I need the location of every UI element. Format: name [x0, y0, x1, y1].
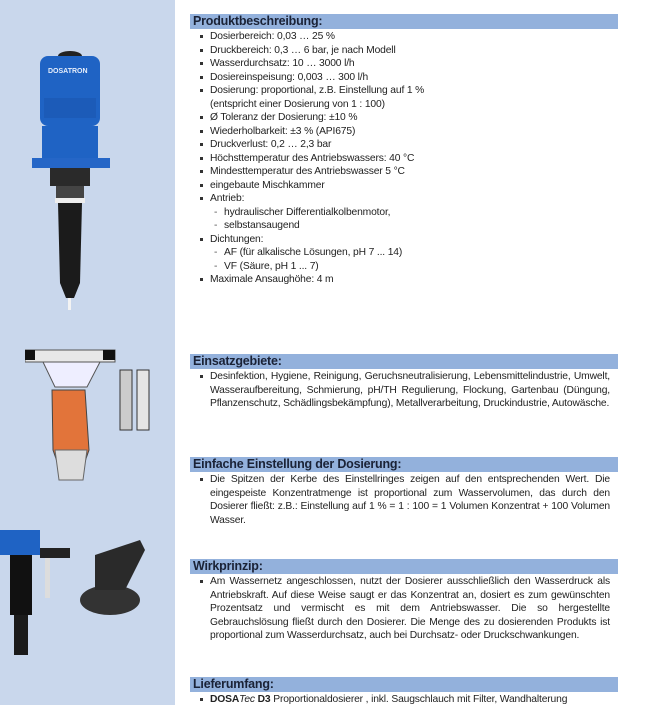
section-einstellung [190, 457, 618, 527]
item-text: Antrieb: [210, 193, 245, 204]
list-item [200, 233, 618, 274]
sub-list [210, 206, 618, 233]
item-text: Proportionaldosierer , inkl. Saugschlauch mit Filter, Wandhalterung [270, 694, 568, 705]
installation-image [0, 530, 170, 660]
application-list [190, 370, 618, 411]
section-wirkprinzip [190, 559, 618, 643]
list-item: Ø Toleranz der Dosierung: ±10 % [200, 111, 618, 125]
section-title: Wirkprinzip: [190, 559, 618, 574]
sub-item: - AF (für alkalische Lösungen, pH 7 ... 14) [214, 246, 618, 260]
principle-list [190, 575, 618, 643]
list-item: eingebaute Mischkammer [200, 179, 618, 193]
brand-name: DOSATec D3 [210, 694, 271, 705]
sub-list [210, 246, 618, 273]
adjustment-ring-image [25, 345, 165, 490]
list-item: Die Spitzen der Kerbe des Einstellringes zeigen auf den entsprechenden Wert. Die eingespeiste Konzentratmenge ist proportional zum Wasservolumen, das durch den Dosierer fließt: z.B.: Einstellung auf 1 % = 1 : 100 = 1 Volumen Konzentrat + 100 Volumen Wasser. [200, 473, 610, 527]
section-title: Einfache Einstellung der Dosierung: [190, 457, 618, 472]
sub-item: - hydraulischer Differentialkolbenmotor, [214, 206, 618, 220]
dosatron-logo: DOSATRON [48, 68, 88, 75]
sub-item: - VF (Säure, pH 1 ... 7) [214, 260, 618, 274]
section-lieferumfang [190, 677, 618, 707]
image-sidebar [0, 0, 175, 705]
section-title: Lieferumfang: [190, 677, 618, 692]
list-item [200, 192, 618, 233]
section-produktbeschreibung [190, 14, 618, 287]
section-einsatzgebiete [190, 354, 618, 411]
sub-item: - selbstansaugend [214, 219, 618, 233]
list-item: Druckbereich: 0,3 … 6 bar, je nach Modell [200, 44, 618, 58]
list-item: Wiederholbarkeit: ±3 % (API675) [200, 125, 618, 139]
list-item: Desinfektion, Hygiene, Reinigung, Geruchsneutralisierung, Lebensmittelindustrie, Umwelt, Wasseraufbereitung, Schmierung, pH/TH Regulierung, Flockung, Gartenbau (Düngung, Pflanzenschutz, Schädlingsbekämpfung), Metallverarbeitung, Druckindustrie, Autowäsche. [200, 370, 610, 411]
item-text: Dichtungen: [210, 233, 264, 245]
list-item: Dosierbereich: 0,03 … 25 % [200, 30, 618, 44]
spec-list [190, 30, 618, 287]
item-text: Dosierung: proportional, z.B. Einstellung auf 1 % [210, 85, 425, 96]
delivery-list [190, 693, 618, 707]
list-item: Mindesttemperatur des Antriebswasser 5 °C [200, 165, 618, 179]
list-item [200, 84, 618, 111]
section-title: Einsatzgebiete: [190, 354, 618, 369]
list-item: Am Wassernetz angeschlossen, nutzt der Dosierer ausschließlich den Wasserdruck als Antriebskraft. Auf diese Weise saugt er das Konzentrat an, dosiert es zum gewünschten Prozentsatz und vermischt es mit dem Antriebswasser. Die so hergestellte Gebrauchslösung fließt durch den Dosierer. Die Menge des zu dosierenden Produkts ist proportional zum Wasserdurchsatz, auch bei Durchsatz- oder Druckschwankungen. [200, 575, 610, 643]
adjustment-list [190, 473, 618, 527]
list-item: Dosiereinspeisung: 0,003 … 300 l/h [200, 71, 618, 85]
list-item [200, 693, 618, 707]
list-item: Maximale Ansaughöhe: 4 m [200, 273, 618, 287]
item-continuation: (entspricht einer Dosierung von 1 : 100) [210, 98, 385, 110]
list-item: Höchsttemperatur des Antriebswassers: 40 °C [200, 152, 618, 166]
list-item: Wasserdurchsatz: 10 … 3000 l/h [200, 57, 618, 71]
list-item: Druckverlust: 0,2 … 2,3 bar [200, 138, 618, 152]
section-title: Produktbeschreibung: [190, 14, 618, 29]
dosatron-pump-image [30, 48, 115, 313]
